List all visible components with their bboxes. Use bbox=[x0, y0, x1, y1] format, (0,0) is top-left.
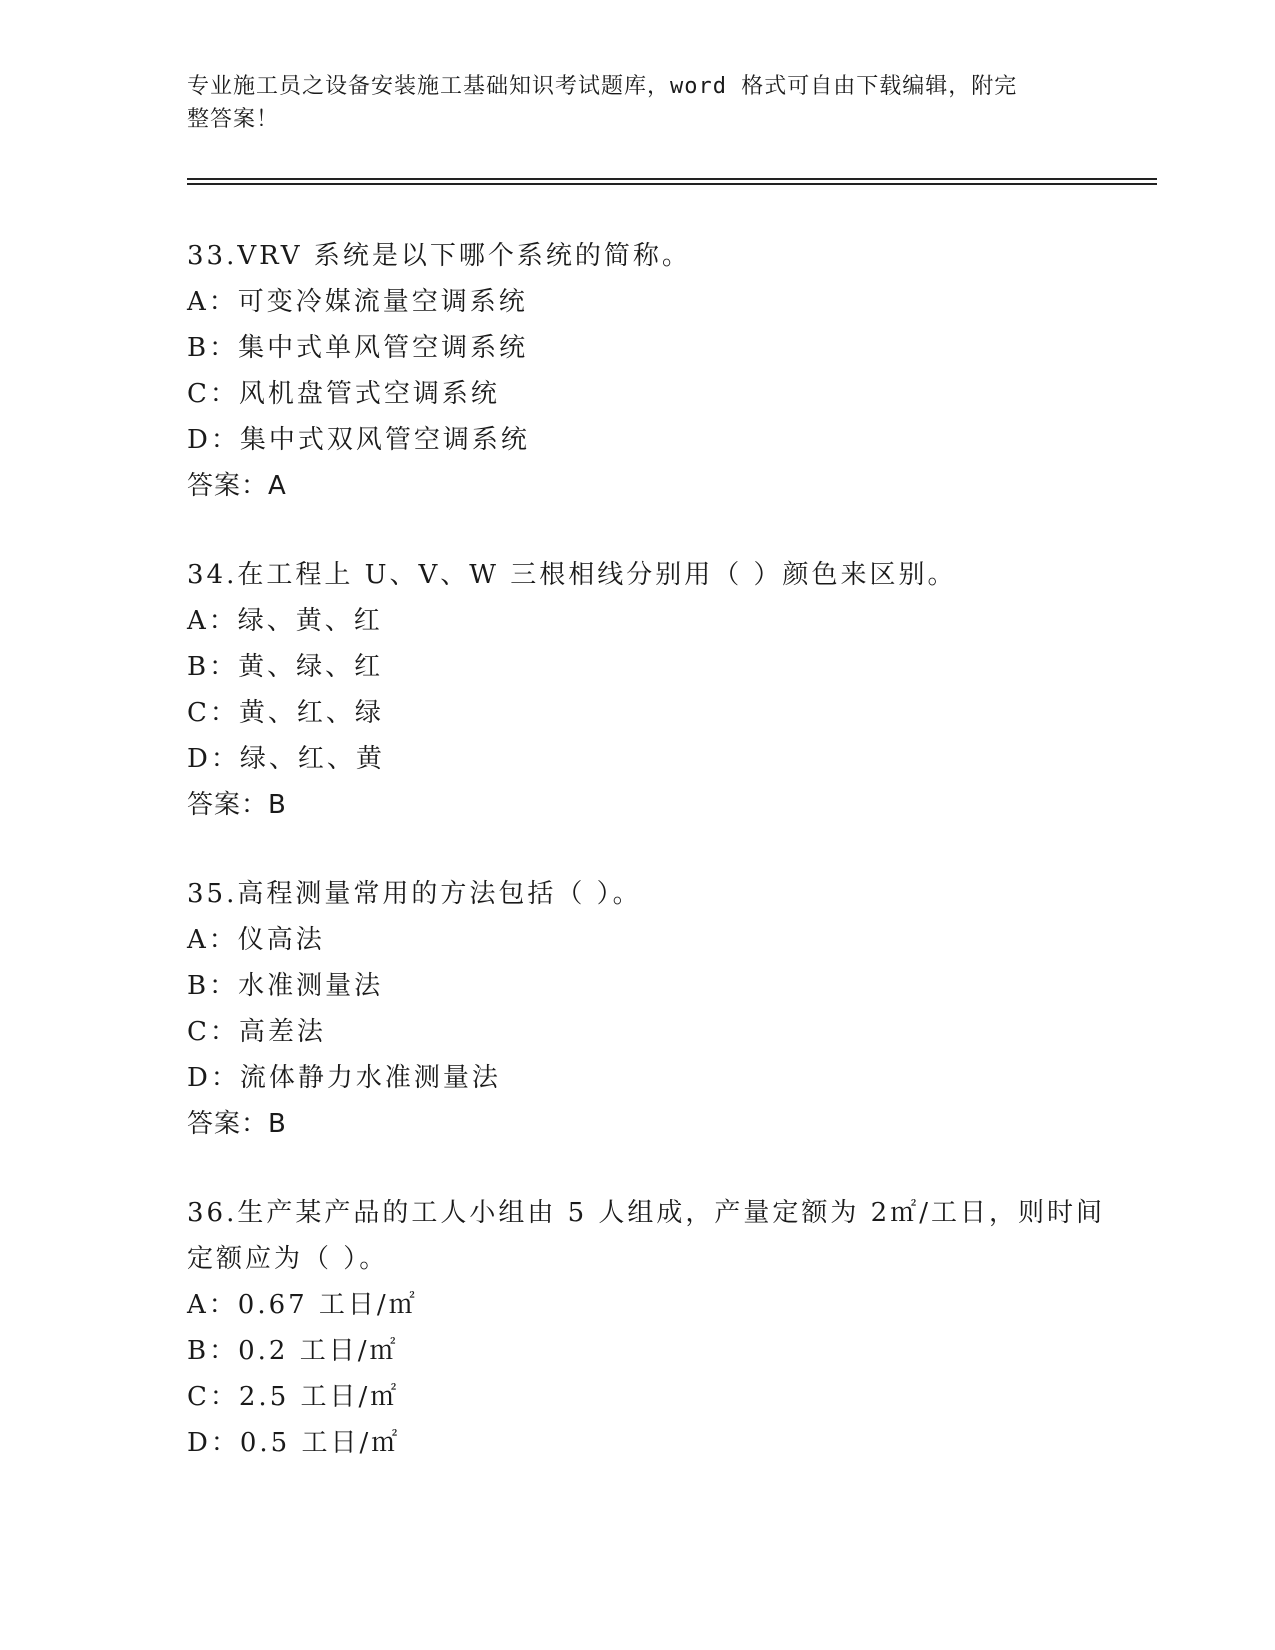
question-block bbox=[187, 233, 1167, 509]
option-a: A：仪高法 bbox=[187, 925, 325, 955]
option-d: D：0.5 工日/㎡ bbox=[187, 1428, 401, 1458]
answer-line: 答案：B bbox=[187, 1109, 287, 1139]
question-block bbox=[187, 1190, 1167, 1466]
option-d: D：集中式双风管空调系统 bbox=[187, 425, 530, 455]
question-stem: 36.生产某产品的工人小组由 5 人组成，产量定额为 2㎡/工日，则时间 bbox=[187, 1198, 1105, 1228]
option-d: D：流体静力水准测量法 bbox=[187, 1063, 501, 1093]
header-divider-top bbox=[187, 178, 1157, 180]
question-stem: 33.VRV 系统是以下哪个系统的简称。 bbox=[187, 241, 691, 271]
document-header bbox=[187, 70, 1087, 136]
option-c: C：黄、红、绿 bbox=[187, 698, 384, 728]
option-a: A：0.67 工日/㎡ bbox=[187, 1290, 418, 1320]
answer-line: 答案：B bbox=[187, 790, 287, 820]
option-b: B：0.2 工日/㎡ bbox=[187, 1336, 399, 1366]
option-a: A：可变冷媒流量空调系统 bbox=[187, 287, 528, 317]
question-block bbox=[187, 871, 1167, 1147]
header-line-1: 专业施工员之设备安装施工基础知识考试题库，word 格式可自由下载编辑，附完 bbox=[187, 74, 1018, 99]
question-list bbox=[187, 233, 1167, 1466]
question-stem-continued: 定额应为（ ）。 bbox=[187, 1244, 389, 1274]
option-b: B：水准测量法 bbox=[187, 971, 384, 1001]
option-c: C：2.5 工日/㎡ bbox=[187, 1382, 400, 1412]
question-stem: 34.在工程上 U、V、W 三根相线分别用（ ）颜色来区别。 bbox=[187, 560, 957, 590]
option-c: C：风机盘管式空调系统 bbox=[187, 379, 500, 409]
header-divider-bottom bbox=[187, 183, 1157, 185]
option-a: A：绿、黄、红 bbox=[187, 606, 383, 636]
option-c: C：高差法 bbox=[187, 1017, 326, 1047]
question-stem: 35.高程测量常用的方法包括（ ）。 bbox=[187, 879, 642, 909]
header-line-2: 整答案！ bbox=[187, 107, 280, 132]
option-d: D：绿、红、黄 bbox=[187, 744, 385, 774]
option-b: B：集中式单风管空调系统 bbox=[187, 333, 529, 363]
question-block bbox=[187, 552, 1167, 828]
option-b: B：黄、绿、红 bbox=[187, 652, 384, 682]
answer-line: 答案：A bbox=[187, 471, 287, 501]
